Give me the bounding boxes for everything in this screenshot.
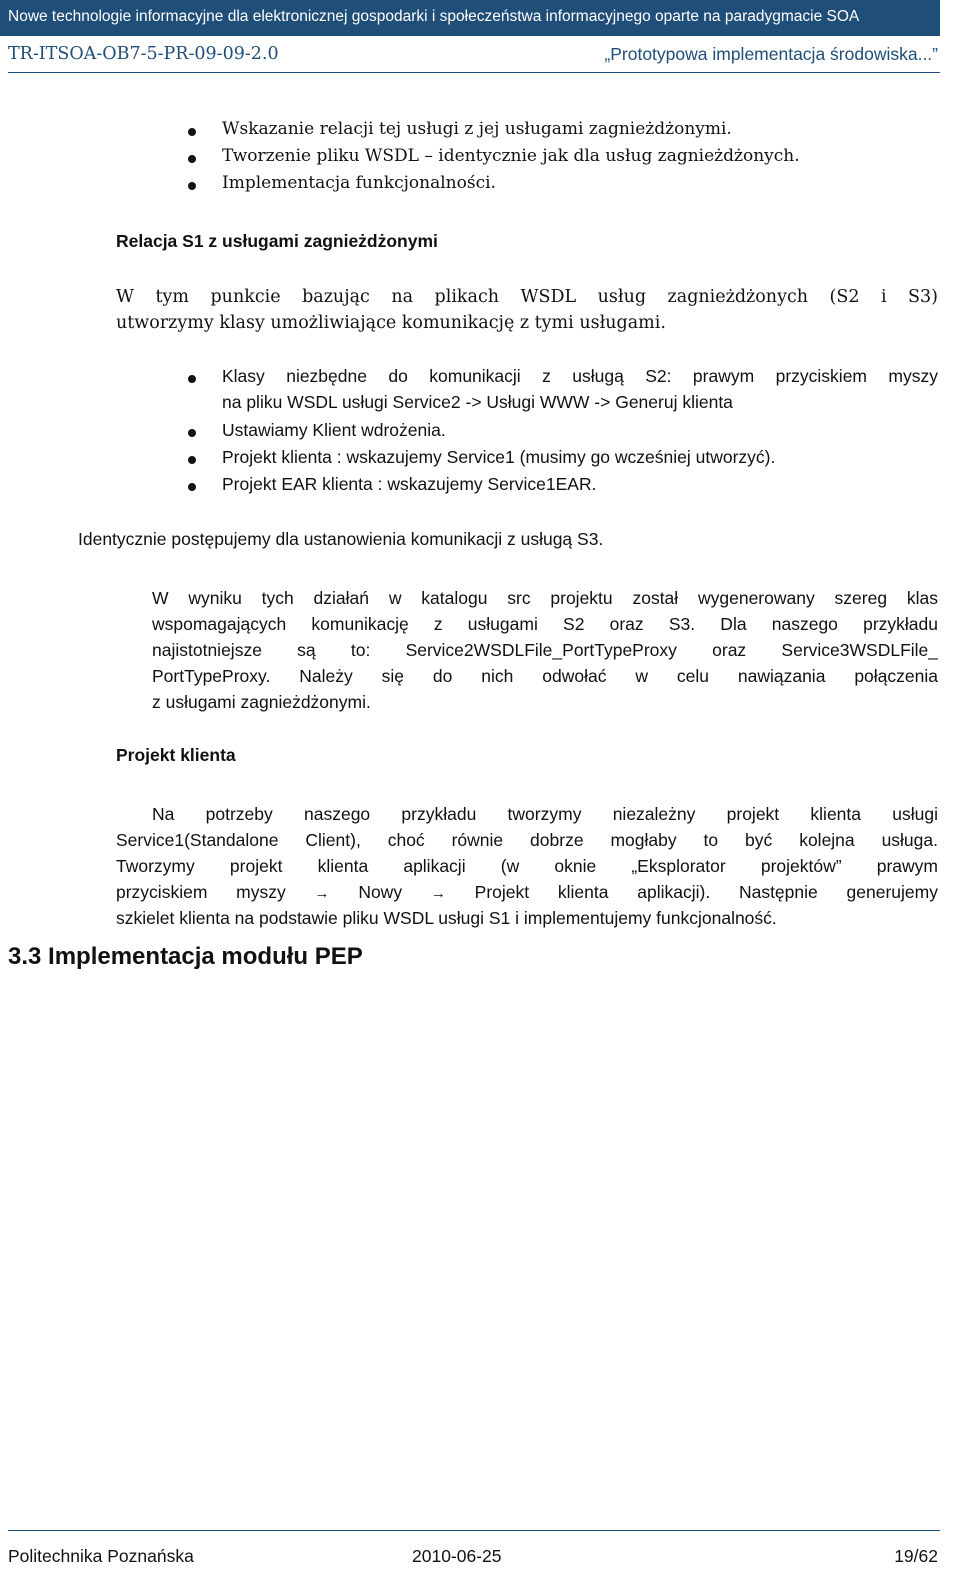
- line-segment: Projekt klienta aplikacji). Następnie generujemy: [474, 882, 938, 902]
- paragraph-line: szkielet klienta na podstawie pliku WSDL usługi S1 i implementujemy funkcjonalność.: [116, 908, 777, 928]
- line-segment: Nowy: [358, 882, 403, 902]
- paragraph-line: utworzymy klasy umożliwiające komunikację z tymi usługami.: [116, 313, 666, 333]
- paragraph-line: Tworzymy projekt klienta aplikacji (w oknie „Eksplorator projektów” prawym: [116, 856, 938, 876]
- paragraph-line: [116, 879, 938, 905]
- bullet-icon: [188, 182, 196, 190]
- paragraph-line: PortTypeProxy. Należy się do nich odwołać w celu nawiązania połączenia: [152, 666, 938, 686]
- paragraph-line: Service1(Standalone Client), choć równie dobrze mogłaby to być kolejna usługa.: [116, 830, 938, 850]
- header-divider: [8, 72, 940, 73]
- list-item-continuation: na pliku WSDL usługi Service2 -> Usługi WWW -> Generuj klienta: [222, 392, 733, 412]
- list-item: [222, 366, 938, 392]
- list-item: Projekt EAR klienta : wskazujemy Service1EAR.: [222, 474, 597, 494]
- list-item-line: Klasy niezbędne do komunikacji z usługą S2: prawym przyciskiem myszy: [222, 366, 938, 386]
- section-heading: 3.3 Implementacja modułu PEP: [8, 943, 363, 970]
- paragraph-line: najistotniejsze są to: Service2WSDLFile_PortTypeProxy oraz Service3WSDLFile_: [152, 640, 938, 660]
- list-item: Wskazanie relacji tej usługi z jej usługami zagnieżdżonymi.: [222, 119, 732, 139]
- subheading: Relacja S1 z usługami zagnieżdżonymi: [116, 231, 438, 251]
- footer-organization: Politechnika Poznańska: [8, 1546, 194, 1566]
- bullet-icon: [188, 456, 196, 464]
- arrow-right-icon: →: [314, 885, 330, 902]
- document-id: TR-ITSOA-OB7-5-PR-09-09-2.0: [8, 44, 279, 64]
- footer-divider: [8, 1530, 940, 1531]
- paragraph: [116, 801, 938, 931]
- footer-date: 2010-06-25: [412, 1546, 502, 1566]
- list-item: Tworzenie pliku WSDL – identycznie jak dla usług zagnieżdżonych.: [222, 146, 800, 166]
- line-segment: przyciskiem myszy: [116, 882, 286, 902]
- bullet-icon: [188, 429, 196, 437]
- header-banner-text: Nowe technologie informacyjne dla elektronicznej gospodarki i społeczeństwa informacyjnego oparte na paradygmacie SOA: [8, 8, 860, 25]
- bullet-icon: [188, 128, 196, 136]
- bullet-icon: [188, 483, 196, 491]
- paragraph-line: Na potrzeby naszego przykładu tworzymy niezależny projekt klienta usługi: [152, 804, 938, 824]
- bullet-icon: [188, 155, 196, 163]
- paragraph-line: W tym punkcie bazując na plikach WSDL usług zagnieżdżonych (S2 i S3): [116, 287, 938, 307]
- list-item: Implementacja funkcjonalności.: [222, 173, 496, 193]
- document-title: „Prototypowa implementacja środowiska...”: [604, 44, 938, 64]
- list-item: Ustawiamy Klient wdrożenia.: [222, 420, 446, 440]
- page-number: 19/62: [894, 1546, 938, 1566]
- paragraph-line: z usługami zagnieżdżonymi.: [152, 692, 371, 712]
- paragraph-line: W wyniku tych działań w katalogu src projektu został wygenerowany szereg klas: [152, 588, 938, 608]
- paragraph-line: wspomagających komunikację z usługami S2 oraz S3. Dla naszego przykładu: [152, 614, 938, 634]
- list-item: Projekt klienta : wskazujemy Service1 (musimy go wcześniej utworzyć).: [222, 447, 776, 467]
- paragraph: [116, 284, 938, 336]
- subheading: Projekt klienta: [116, 745, 236, 765]
- bullet-icon: [188, 375, 196, 383]
- paragraph: Identycznie postępujemy dla ustanowienia komunikacji z usługą S3.: [78, 529, 604, 549]
- paragraph: [152, 585, 938, 715]
- arrow-right-icon: →: [430, 885, 446, 902]
